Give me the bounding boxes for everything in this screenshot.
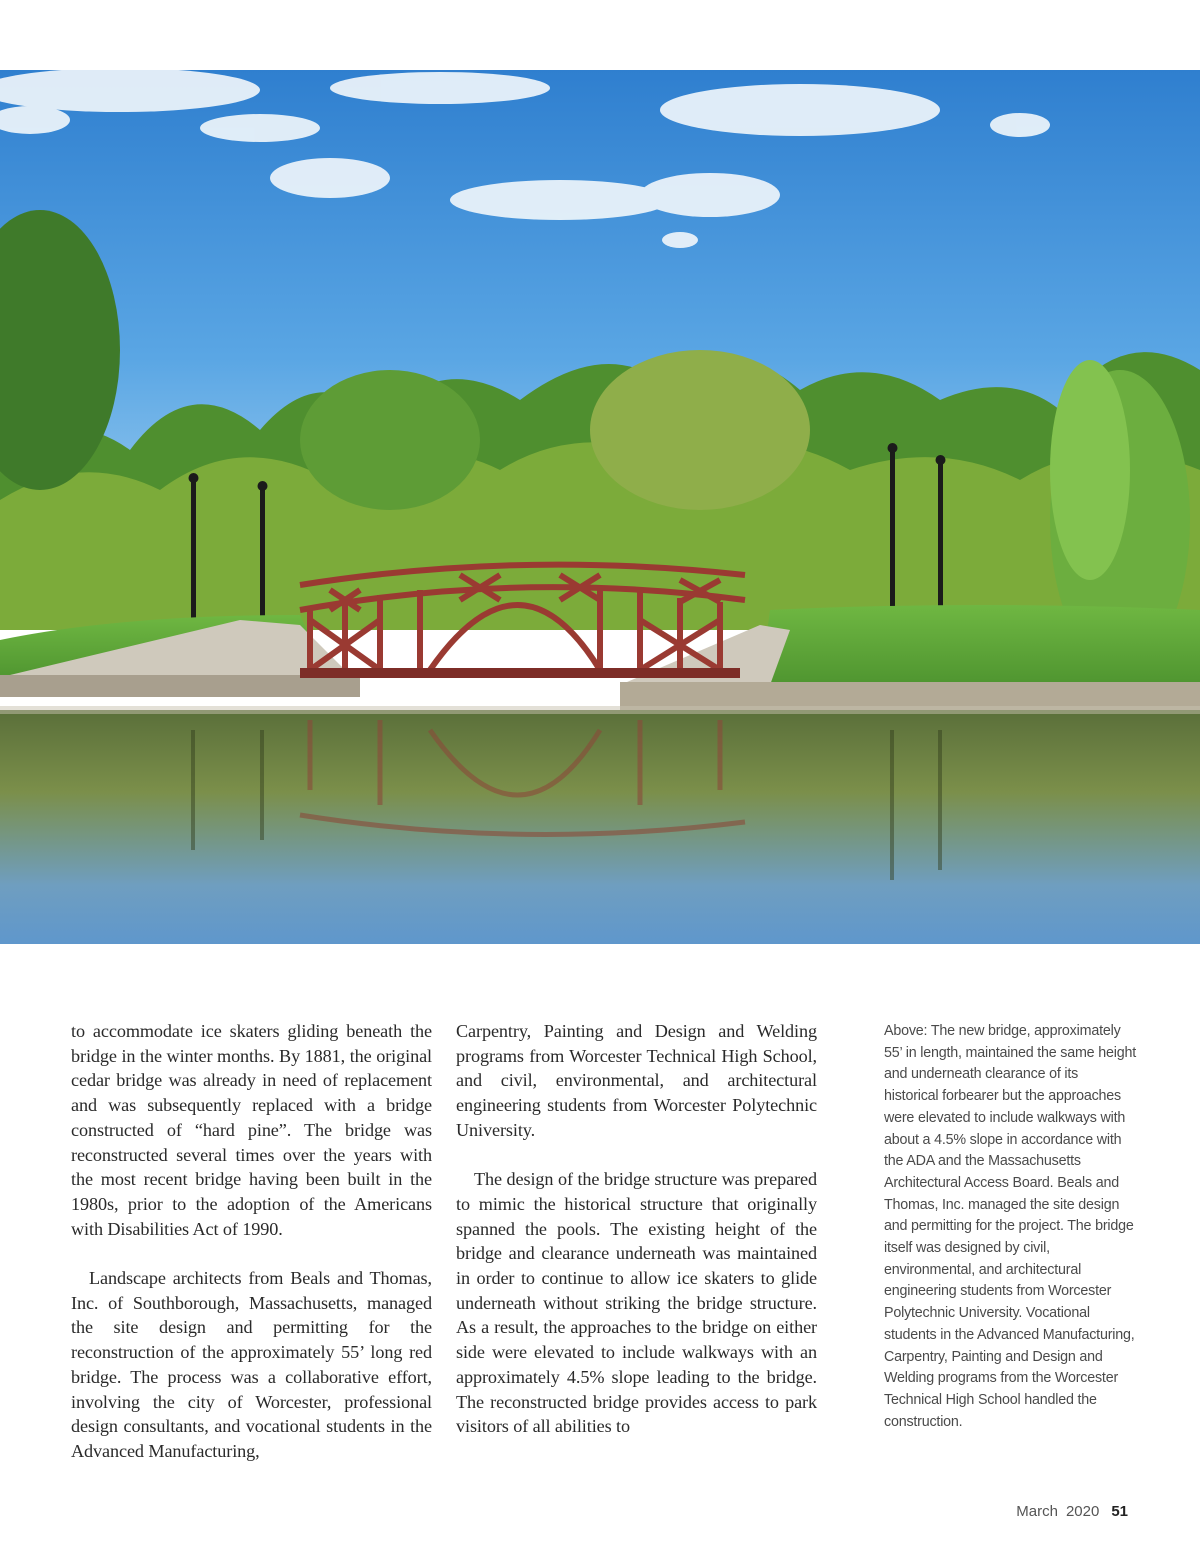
bridge-photo xyxy=(0,70,1200,944)
issue-year: 2020 xyxy=(1065,1503,1100,1520)
body-column-1 xyxy=(71,1019,432,1488)
photo-caption: Above: The new bridge, approximately 55’ in length, maintained the same height and underneath clearance of its historical forbearer but the approaches were elevated to include walkways with about a 4.5% slope in accordance with the ADA and the Massachusetts Architectural Access Board. Beals and Thomas, Inc. managed the site design and permitting for the project. The bridge itself was designed by civil, environmental, and architectural engineering students from Worcester Polytechnic University. Vocational students in the Advanced Manufacturing, Carpentry, Painting and Design and Welding programs from the Worcester Technical High School handled the construction. xyxy=(884,1023,1136,1430)
issue-month: March xyxy=(1016,1503,1058,1520)
column1-paragraph-1: to accommodate ice skaters gliding beneath the bridge in the winter months. By 1881, the original cedar bridge was already in need of replacement and was subsequently replaced with a bridge constructed of “hard pine”. The bridge was reconstructed several times over the years with the most recent bridge having been built in the 1980s, prior to the adoption of the Americans with Disabilities Act of 1990. xyxy=(71,1021,432,1239)
page-footer xyxy=(1016,1503,1128,1520)
column2-paragraph-2: The design of the bridge structure was prepared to mimic the historical structure that originally spanned the pools. The existing height of the bridge and clearance underneath was maintained in order to continue to allow ice skaters to glide underneath without striking the bridge structure. As a result, the approaches to the bridge on either side were elevated to include walkways with an approximately 4.5% slope leading to the bridge. The reconstructed bridge provides access to park visitors of all abilities to xyxy=(456,1169,817,1437)
page-number: 51 xyxy=(1111,1503,1128,1520)
column1-paragraph-2: Landscape architects from Beals and Thomas, Inc. of Southborough, Massachusetts, managed the site design and permitting for the reconstruction of the approximately 55’ long red bridge. The process was a collaborative effort, involving the city of Worcester, professional design consultants, and vocational students in the Advanced Manufacturing, xyxy=(71,1268,432,1461)
column2-paragraph-1: Carpentry, Painting and Design and Welding programs from Worcester Technical High School, and civil, environmental, and architectural engineering students from Worcester Polytechnic University. xyxy=(456,1021,817,1140)
body-column-2 xyxy=(456,1019,817,1464)
